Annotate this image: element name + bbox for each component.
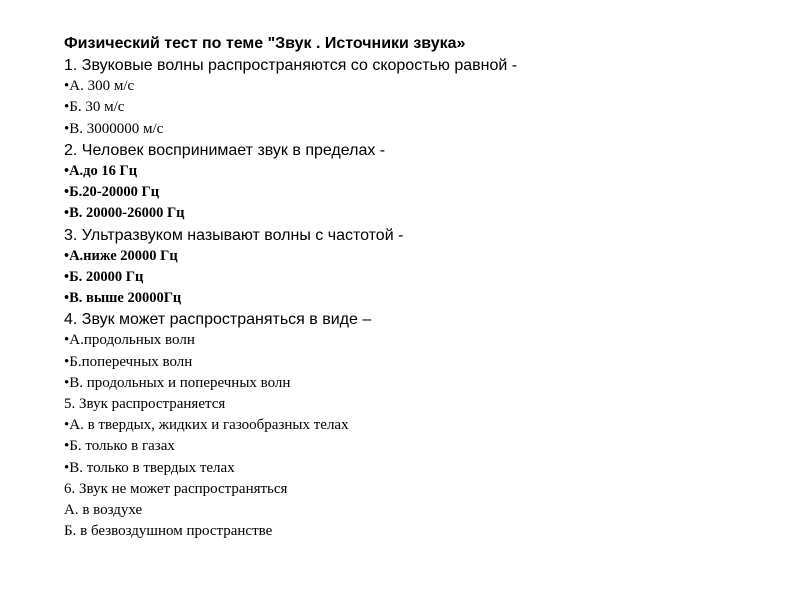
answer-option-text: Б.поперечных волн: [69, 353, 193, 370]
answer-option: [64, 161, 784, 182]
answer-option: [64, 97, 784, 118]
answer-option-text: А.продольных волн: [69, 332, 195, 349]
answer-option: [64, 373, 784, 394]
question-number: 3.: [64, 226, 78, 244]
question-1: [64, 55, 784, 76]
answer-option: [64, 500, 784, 521]
bullet-icon: •: [64, 353, 70, 370]
question-3: [64, 225, 784, 246]
answer-option-text: В. 3000000 м/с: [69, 120, 164, 137]
answer-option-text: А. 300 м/с: [69, 78, 135, 95]
bullet-icon: •: [64, 184, 70, 201]
question-number: 1.: [64, 57, 78, 74]
bullet-icon: •: [64, 247, 70, 264]
bullet-icon: •: [64, 290, 70, 307]
question-text: Ультразвуком называют волны с частотой -: [81, 226, 404, 244]
answer-option: [64, 521, 784, 542]
page-title: Физический тест по теме "Звук . Источники звука»: [64, 35, 466, 52]
question-text: Звуковые волны распространяются со скоростью равной -: [81, 57, 518, 74]
question-text: Звук может распространяться в виде –: [81, 311, 372, 329]
bullet-icon: •: [64, 120, 70, 137]
answer-option-text: Б. только в газах: [69, 438, 175, 455]
answer-option: [64, 330, 784, 351]
bullet-icon: •: [64, 99, 70, 116]
question-text: Звук распространяется: [79, 396, 226, 412]
answer-option-text: В. 20000-26000 Гц: [69, 205, 185, 222]
question-number: 5.: [64, 396, 76, 412]
answer-option-text: В. продольных и поперечных волн: [69, 374, 291, 391]
answer-option-text: В. только в твердых телах: [69, 459, 235, 476]
answer-option: [64, 267, 784, 288]
answer-option: [64, 182, 784, 203]
question-2: [64, 140, 784, 161]
question-text: Человек воспринимает звук в пределах -: [81, 141, 386, 159]
answer-option-text: Б. 20000 Гц: [69, 268, 144, 285]
answer-option: [64, 415, 784, 436]
answer-option-text: Б. 30 м/с: [69, 99, 125, 116]
answer-option: [64, 203, 784, 224]
question-6: [64, 479, 784, 500]
bullet-icon: •: [64, 332, 70, 349]
question-number: 2.: [64, 141, 78, 159]
answer-option: [64, 246, 784, 267]
bullet-icon: •: [64, 162, 70, 179]
bullet-icon: •: [64, 205, 70, 222]
answer-option: [64, 436, 784, 457]
answer-option-text: Б.20-20000 Гц: [69, 184, 160, 201]
question-number: 6.: [64, 480, 76, 497]
bullet-icon: •: [64, 78, 70, 95]
answer-option: [64, 76, 784, 97]
question-text: Звук не может распространяться: [79, 480, 288, 497]
answer-option-text: А. в воздухе: [64, 501, 143, 518]
question-number: 4.: [64, 311, 78, 329]
bullet-icon: •: [64, 268, 70, 285]
answer-option-text: А. в твердых, жидких и газообразных телах: [69, 417, 349, 434]
bullet-icon: •: [64, 374, 70, 391]
bullet-icon: •: [64, 417, 70, 434]
answer-option-text: В. выше 20000Гц: [69, 290, 182, 307]
slide-content: [64, 33, 784, 542]
answer-option-text: А.до 16 Гц: [69, 162, 138, 179]
answer-option-text: А.ниже 20000 Гц: [69, 247, 178, 264]
answer-option: [64, 458, 784, 479]
answer-option: [64, 288, 784, 309]
question-5: [64, 394, 784, 415]
bullet-icon: •: [64, 459, 70, 476]
bullet-icon: •: [64, 438, 70, 455]
answer-option-text: Б. в безвоздушном пространстве: [64, 523, 273, 540]
answer-option: [64, 352, 784, 373]
question-4: [64, 309, 784, 330]
answer-option: [64, 119, 784, 140]
